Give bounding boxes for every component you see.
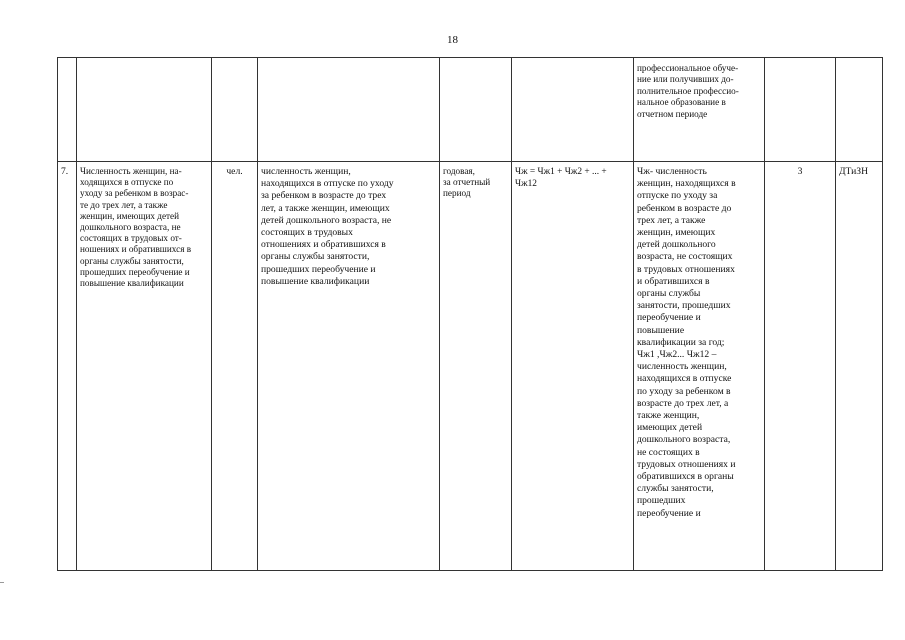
cell-definition-empty xyxy=(258,58,440,162)
cell-formula-empty xyxy=(512,58,634,162)
cell-unit-empty xyxy=(212,58,258,162)
cell-description-continued: профессиональное обуче- ние или получивших до- полнительное профессио- нальное образование в отчетном периоде xyxy=(634,58,765,162)
cell-period-empty xyxy=(440,58,512,162)
cell-num-empty xyxy=(58,58,77,162)
cell-definition: численность женщин, находящихся в отпуске по уходу за ребенком в возрасте до трех лет, а также женщин, имеющих детей дошкольного возраста, не состоящих в трудовых отношениях и обратившихся в органы службы занятости, прошедших переобучение и повышение квалификации xyxy=(258,162,440,571)
cell-description: Чж- численность женщин, находящихся в отпуске по уходу за ребенком в возрасте до трех лет, а также женщин, имеющих детей дошкольного возраста, не состоящих в трудовых отношениях и обратившихся в органы службы занятости, прошедших переобучение и повышение квалификации за год; Чж1 ,Чж2... Чж12 – численность женщин, находящихся в отпуске по уходу за ребенком в возрасте до трех лет, а также женщин, имеющих детей дошкольного возраста, не состоящих в трудовых отношениях и обратившихся в органы службы занятости, прошедших переобучение и xyxy=(634,162,765,571)
cell-name-empty xyxy=(77,58,212,162)
cell-row-number: 7. xyxy=(58,162,77,571)
cell-unit: чел. xyxy=(212,162,258,571)
scan-edge-mark xyxy=(0,582,4,583)
cell-fix-value: 3 xyxy=(765,162,836,571)
cell-indicator-name: Численность женщин, на- ходящихся в отпуске по уходу за ребенком в возрас- те до трех лет, а также женщин, имеющих детей дошкольного возраста, не состоящих в трудовых от- ношениях и обратившихся в органы службы занятости, прошедших переобучение и повышение квалификации xyxy=(77,162,212,571)
cell-source: ДТиЗН xyxy=(836,162,883,571)
cell-formula: Чж = Чж1 + Чж2 + ... + Чж12 xyxy=(512,162,634,571)
table-row-7 xyxy=(58,162,883,571)
cell-period: годовая, за отчетный период xyxy=(440,162,512,571)
cell-fix-empty xyxy=(765,58,836,162)
indicator-table xyxy=(57,57,883,571)
table-row-continuation xyxy=(58,58,883,162)
page-number: 18 xyxy=(447,34,458,46)
cell-source-empty xyxy=(836,58,883,162)
